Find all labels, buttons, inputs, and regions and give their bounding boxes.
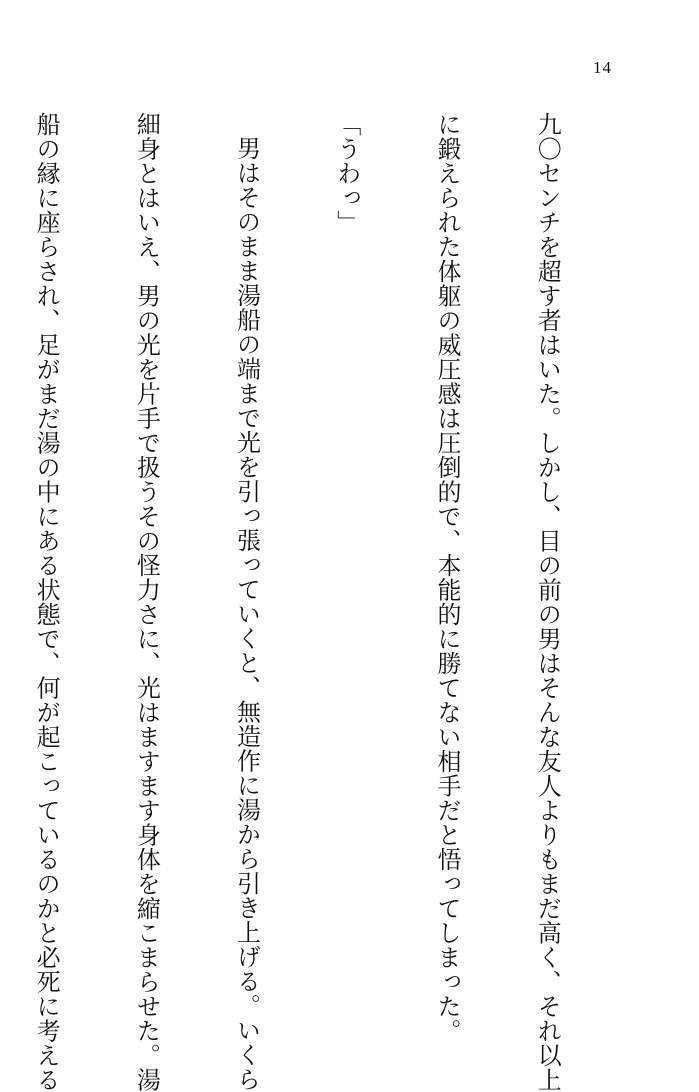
text-line-1: 九〇センチを超す者はいた。しかし、目の前の男はそんな友人よりもまだ高く、それ以上 [533, 112, 562, 1092]
text-line-4: 男はそのまま湯船の端まで光を引っ張っていくと、無造作に湯から引き上げる。いくら [232, 136, 261, 1092]
body-text [0, 112, 630, 1092]
text-line-6: 船の縁に座らされ、足がまだ湯の中にある状態で、何が起こっているのかと必死に考える [32, 112, 61, 1092]
text-line-5: 細身とはいえ、男の光を片手で扱うその怪力さに、光はますます身体を縮こまらせた。湯 [132, 112, 161, 1092]
text-line-3: 「うわっ」 [332, 112, 361, 235]
text-line-2: に鍛えられた体躯の威圧感は圧倒的で、本能的に勝てない相手だと悟ってしまった。 [432, 112, 461, 1043]
page-number: 14 [593, 58, 612, 77]
